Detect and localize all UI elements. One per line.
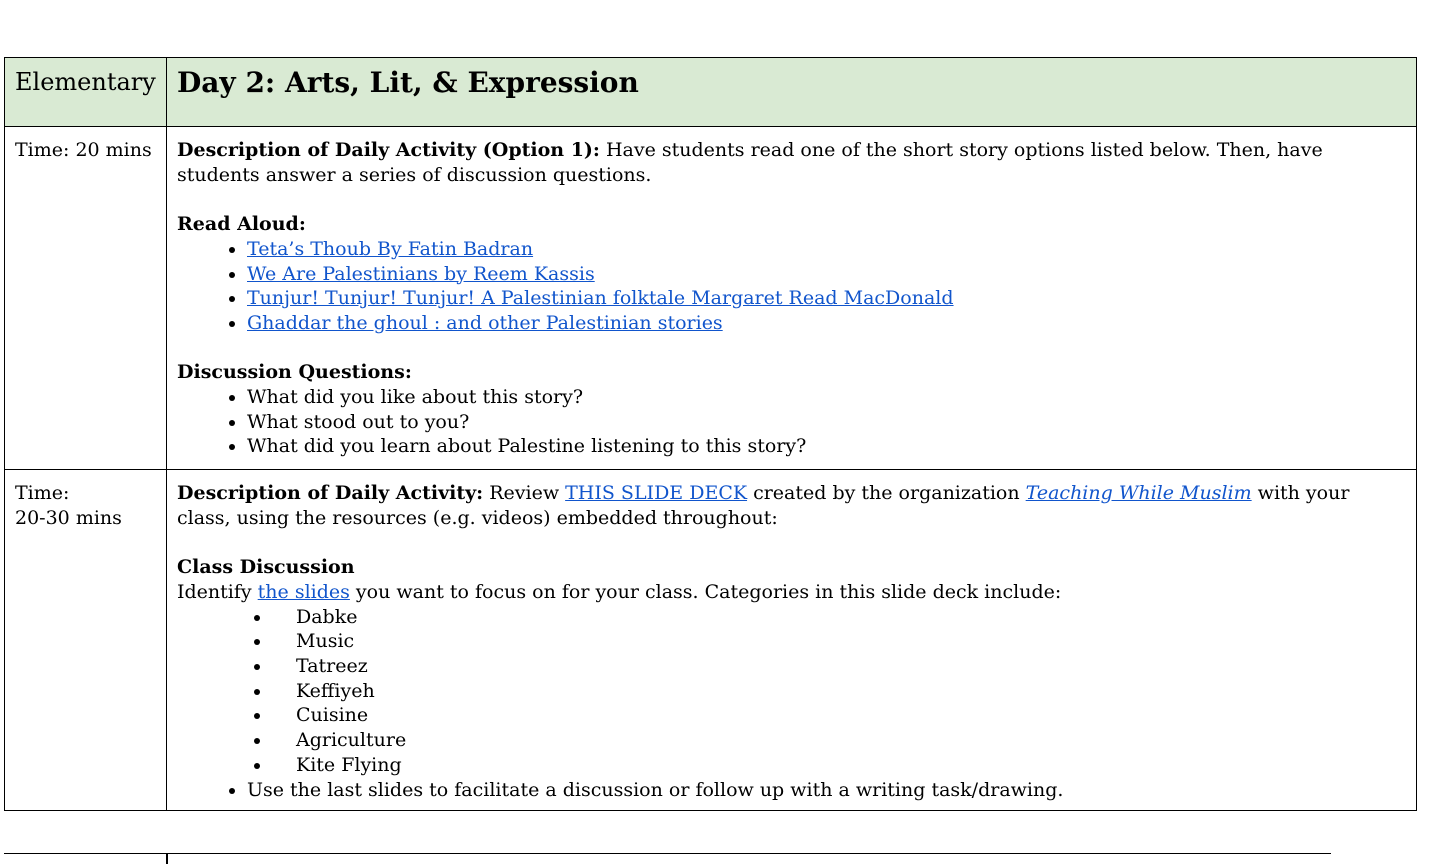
discussion-list [177,385,1406,459]
identify-text: Identify the slides you want to focus on for your class. Categories in this slide deck include: [177,580,1062,603]
story-link-ghaddar[interactable]: Ghaddar the ghoul : and other Palestinian stories [247,311,723,334]
final-list [177,778,1406,803]
story-link-tunjur[interactable]: Tunjur! Tunjur! Tunjur! A Palestinian folktale Margaret Read MacDonald [247,287,954,310]
list-item: • Dabke [272,605,1406,630]
story-link-we-are-palestinians[interactable]: We Are Palestinians by Reem Kassis [247,262,595,285]
time-cell-1: Time: 20 mins [5,127,167,470]
list-item: • Cuisine [272,703,1406,728]
story-link-teta-thoub[interactable]: Teta’s Thoub By Fatin Badran [247,237,534,260]
description-text-1: Have students read one of the short story options listed below. Then, have students answer a series of discussion questions. [177,139,1323,186]
activity-cell-2 [167,470,1417,811]
description-2: Description of Daily Activity: Review THIS SLIDE DECK created by the organization Teaching While Muslim with your class, using the resources (e.g. videos) embedded throughout: [177,482,1350,529]
discussion-label: Discussion Questions: [177,361,412,384]
list-item: • Tatreez [272,654,1406,679]
list-item: • Kite Flying [272,753,1406,778]
read-aloud-list [177,237,1406,336]
description-label-2: Description of Daily Activity: [177,482,484,505]
lesson-table [4,57,1417,811]
next-table-edge [4,853,1331,864]
list-item: • Agriculture [272,728,1406,753]
list-item [247,311,1406,336]
activity-row-2 [5,470,1417,811]
time-cell-2: Time: 20-30 mins [5,470,167,811]
header-row [5,58,1417,127]
list-item [247,286,1406,311]
list-item [247,262,1406,287]
description-label-1: Description of Daily Activity (Option 1): [177,139,600,161]
list-item: • Music [272,629,1406,654]
grade-cell: Elementary [5,58,167,127]
teaching-while-muslim-link[interactable]: Teaching While Muslim [1025,482,1252,505]
activity-row-1 [5,127,1417,470]
the-slides-link[interactable]: the slides [257,580,350,603]
list-item: • What did you like about this story? [247,385,1406,410]
list-item: • Use the last slides to facilitate a discussion or follow up with a writing task/drawing. [247,778,1406,803]
list-item [247,237,1406,262]
day-title: Day 2: Arts, Lit, & Expression [167,58,1417,127]
class-discussion-label: Class Discussion [177,556,355,579]
list-item: • What stood out to you? [247,410,1406,435]
description-1 [177,138,1406,187]
list-item: • What did you learn about Palestine listening to this story? [247,434,1406,459]
activity-cell-1 [167,127,1417,470]
read-aloud-label: Read Aloud: [177,213,306,236]
list-item: • Keffiyeh [272,679,1406,704]
slide-deck-link[interactable]: THIS SLIDE DECK [565,482,748,505]
categories-list [272,605,1406,778]
